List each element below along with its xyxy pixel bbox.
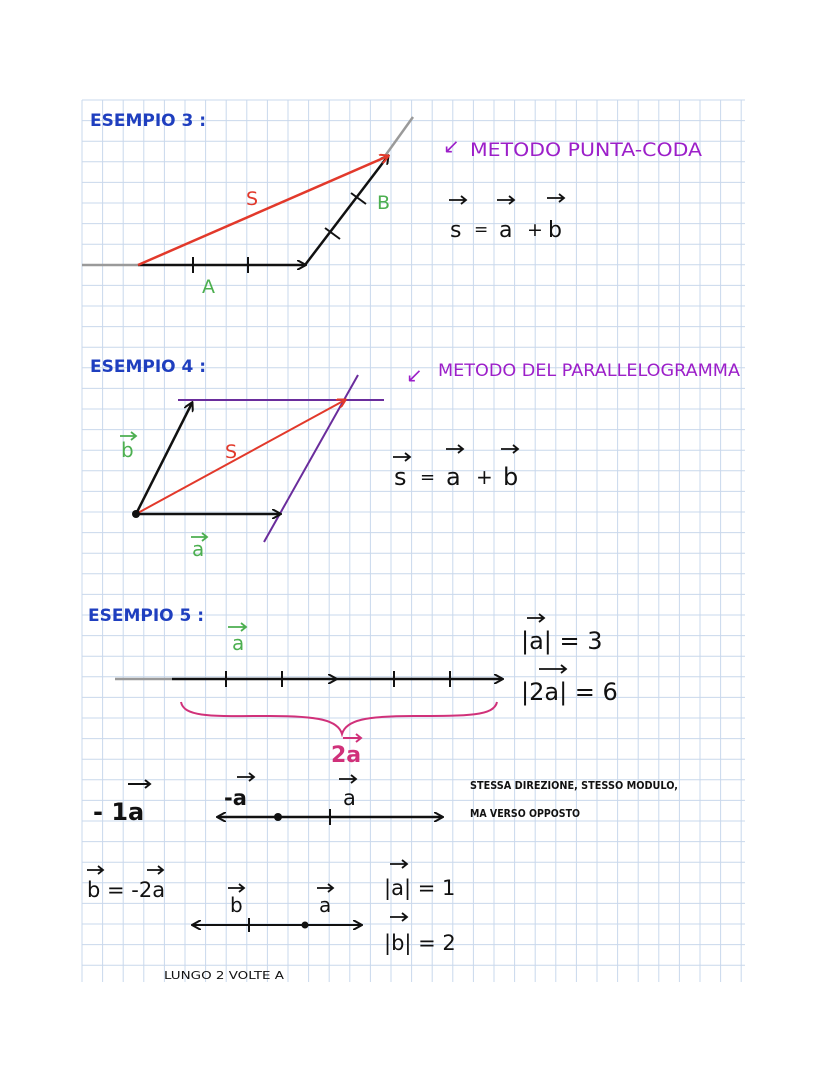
vector-arrow-icon xyxy=(446,445,463,453)
grid-lines xyxy=(82,100,745,982)
vector-arrow-icon xyxy=(147,866,163,874)
origin-point xyxy=(302,922,309,929)
eq3-equals: = xyxy=(474,220,489,240)
eq4-a: a xyxy=(446,463,461,491)
vector-arrow-icon xyxy=(228,623,246,631)
vector-arrow-icon xyxy=(317,884,333,892)
vector-arrow-icon xyxy=(343,734,361,742)
eq4-plus: + xyxy=(476,465,493,489)
vector-s-arrow xyxy=(138,156,391,265)
label-a: A xyxy=(202,276,215,298)
label-b: B xyxy=(377,192,391,214)
eq3-a: a xyxy=(499,218,513,243)
method-parallelogram: METODO DEL PARALLELOGRAMMA xyxy=(438,361,741,381)
note-line-1: STESSA DIREZIONE, STESSO MODULO, xyxy=(470,780,678,792)
example5-title: ESEMPIO 5 : xyxy=(88,606,205,626)
neg-a-label: -a xyxy=(224,786,247,810)
modulus-a-1: |a| = 1 xyxy=(384,876,456,900)
label-s: S xyxy=(246,188,259,210)
origin-point xyxy=(274,813,282,821)
vector-arrow-icon xyxy=(393,453,410,461)
modulus-2a-6: |2a| = 6 xyxy=(521,678,618,706)
vector-b-arrow xyxy=(305,156,391,265)
method-arrow-icon: ↙ xyxy=(443,134,460,158)
vector-s-arrow xyxy=(136,400,345,514)
eq4-equals: = xyxy=(420,467,436,488)
eq3-b: b xyxy=(548,218,562,243)
vector-arrow-icon xyxy=(128,780,150,788)
equation-3 xyxy=(449,194,564,243)
vector-arrow-icon xyxy=(390,860,407,868)
example4-title: ESEMPIO 4 : xyxy=(90,357,207,377)
brace-label-2a: 2a xyxy=(331,743,362,768)
example3-title: ESEMPIO 3 : xyxy=(90,111,207,131)
label-a: a xyxy=(192,537,205,561)
method-arrow-icon: ↙ xyxy=(406,363,423,387)
vector-arrow-icon xyxy=(228,884,244,892)
b-equals-minus-2a: b = -2a xyxy=(87,878,166,902)
eq4-b: b xyxy=(503,463,519,491)
note-line-2: MA VERSO OPPOSTO xyxy=(470,808,581,820)
label-s: S xyxy=(225,441,238,463)
b-label: b xyxy=(230,893,243,917)
a-label: a xyxy=(319,893,332,917)
example3-extension-line xyxy=(385,117,413,156)
eq3-plus: + xyxy=(527,219,543,241)
pos-a-label: a xyxy=(343,786,356,810)
label-a-green: a xyxy=(232,631,245,655)
eq3-s: s xyxy=(450,218,462,243)
origin-point xyxy=(132,510,140,518)
modulus-b-2: |b| = 2 xyxy=(384,931,456,955)
vector-arrow-icon xyxy=(501,445,518,453)
vector-arrow-icon xyxy=(87,866,103,874)
vector-arrow-icon xyxy=(339,775,356,783)
method-tip-to-tail: METODO PUNTA-CODA xyxy=(470,139,702,161)
eq4-s: s xyxy=(394,463,407,491)
modulus-a-3: |a| = 3 xyxy=(521,627,603,655)
footnote-length: LUNGO 2 VOLTE A xyxy=(164,969,285,982)
vector-arrow-icon xyxy=(390,913,407,921)
label-b: b xyxy=(121,438,134,462)
vector-arrow-icon xyxy=(539,665,566,673)
neg-1a-label: - 1a xyxy=(93,798,145,826)
